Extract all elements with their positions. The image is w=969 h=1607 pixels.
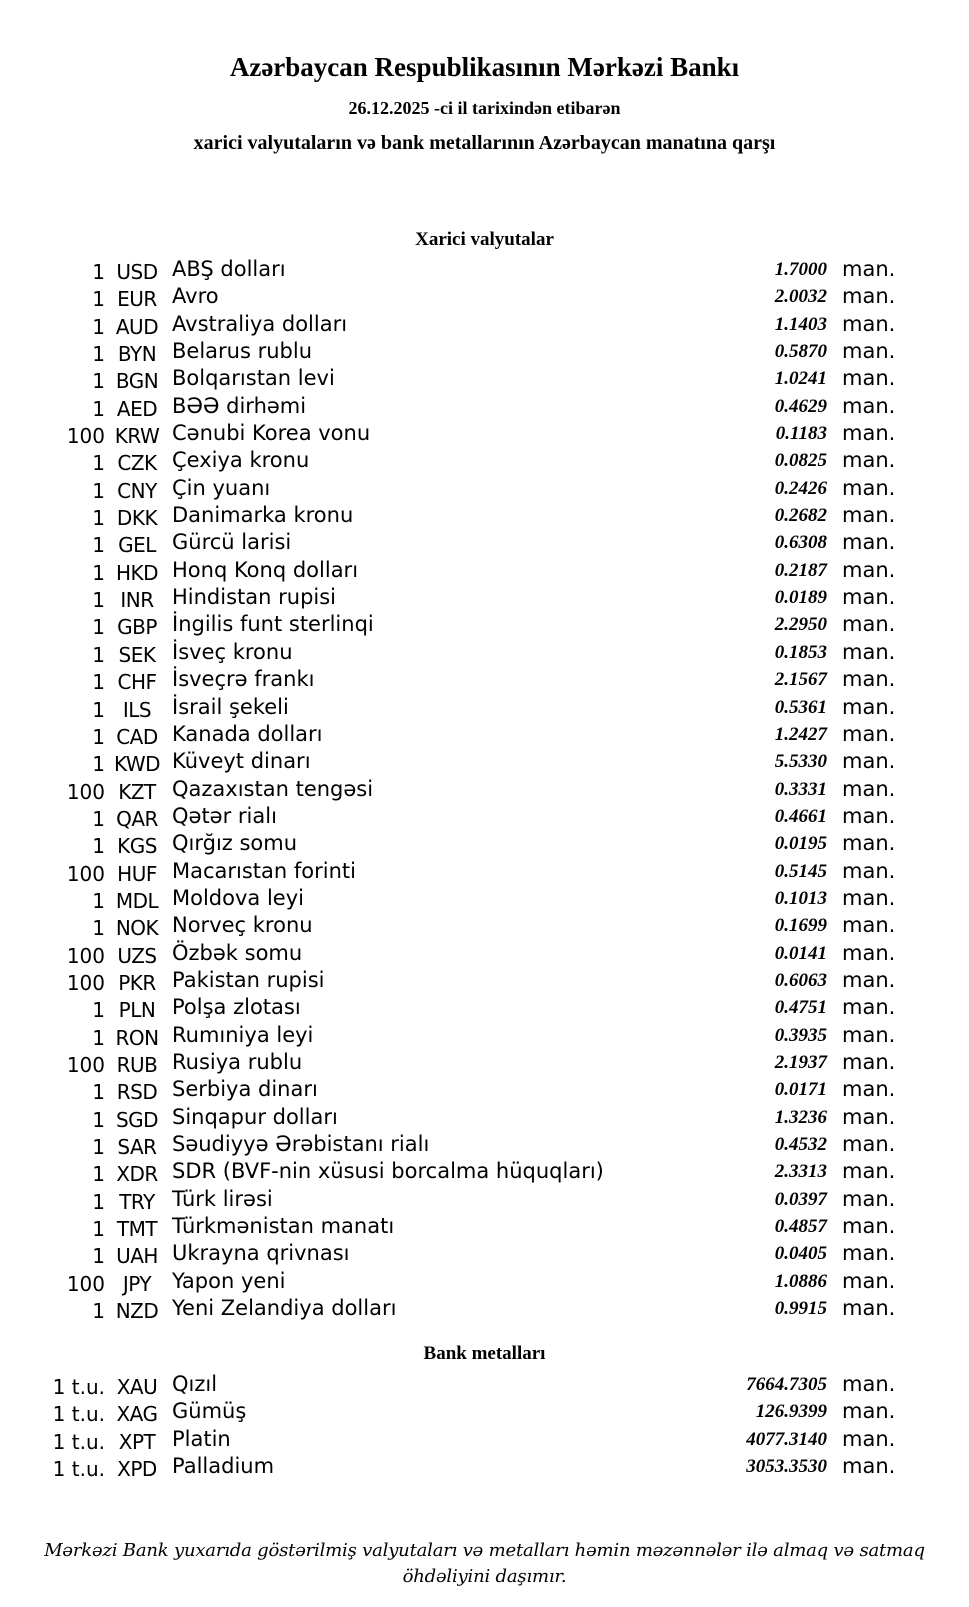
quantity: 1 <box>92 1244 105 1269</box>
manat-unit-label: man. <box>842 858 896 883</box>
manat-unit-label: man. <box>842 831 896 856</box>
currency-code: EUR <box>117 287 157 312</box>
manat-unit-label: man. <box>842 1104 896 1129</box>
manat-unit-label: man. <box>842 339 896 364</box>
exchange-rate: 0.5145 <box>774 860 827 882</box>
quantity: 1 <box>92 724 105 749</box>
currency-code: NZD <box>115 1299 159 1324</box>
exchange-rate: 0.0405 <box>774 1243 827 1265</box>
currency-code: QAR <box>116 806 158 831</box>
exchange-rate: 0.1013 <box>774 887 827 909</box>
quantity: 1 <box>92 1025 105 1050</box>
exchange-rate: 1.1403 <box>774 313 827 335</box>
currency-name: Türk lirəsi <box>172 1186 273 1211</box>
quantity: 1 <box>92 396 105 421</box>
rate-row <box>40 912 969 939</box>
exchange-rate: 0.0171 <box>774 1079 827 1101</box>
exchange-rate: 0.6063 <box>774 969 827 991</box>
currency-name: Macarıstan forinti <box>172 858 356 883</box>
manat-unit-label: man. <box>842 1159 896 1184</box>
rate-row <box>40 365 969 392</box>
exchange-rate: 4077.3140 <box>746 1428 827 1450</box>
quantity: 1 <box>92 615 105 640</box>
section-title-foreign-currencies: Xarici valyutalar <box>415 229 554 250</box>
quantity: 1 t.u. <box>52 1457 105 1482</box>
manat-unit-label: man. <box>842 639 896 664</box>
manat-unit-label: man. <box>842 1454 896 1479</box>
manat-unit-label: man. <box>842 1296 896 1321</box>
quantity: 1 <box>92 697 105 722</box>
currency-name: İngilis funt sterlinqi <box>172 612 374 637</box>
manat-unit-label: man. <box>842 503 896 528</box>
exchange-rate: 0.2426 <box>774 477 827 499</box>
currency-code: GBP <box>117 615 157 640</box>
quantity: 100 <box>66 1271 105 1296</box>
currency-name: Sinqapur dolları <box>172 1104 338 1129</box>
manat-unit-label: man. <box>842 1132 896 1156</box>
rate-row <box>40 748 969 775</box>
rate-row <box>40 1131 969 1158</box>
rate-row <box>40 830 969 857</box>
currency-code: XPT <box>118 1429 156 1454</box>
currency-code: RSD <box>116 1080 158 1105</box>
quantity: 1 <box>92 342 105 367</box>
currency-code: NOK <box>115 916 159 941</box>
currency-name: Honq Konq dolları <box>172 557 359 582</box>
exchange-rate: 2.2950 <box>774 614 827 636</box>
manat-unit-label: man. <box>842 1268 896 1293</box>
manat-unit-label: man. <box>842 257 896 281</box>
currency-name: Çin yuanı <box>172 475 271 500</box>
currency-name: Qızıl <box>172 1372 218 1396</box>
quantity: 1 <box>92 916 105 941</box>
rate-row <box>40 1295 969 1322</box>
exchange-rate: 0.1699 <box>774 915 827 937</box>
currency-code: KGS <box>117 834 157 859</box>
quantity: 1 <box>92 670 105 695</box>
manat-unit-label: man. <box>842 1186 896 1211</box>
currency-name: Moldova leyi <box>172 885 304 910</box>
section-title-bank-metals: Bank metalları <box>423 1343 546 1364</box>
rate-row <box>40 584 969 611</box>
manat-unit-label: man. <box>842 667 896 692</box>
exchange-rate: 0.0189 <box>774 587 827 609</box>
currency-code: BYN <box>117 342 157 367</box>
metals-table <box>40 1371 969 1480</box>
currency-name: Qırğız somu <box>172 831 298 856</box>
currency-name: SDR (BVF-nin xüsusi borcalma hüquqları) <box>172 1159 604 1184</box>
quantity: 1 <box>92 642 105 667</box>
rate-row <box>40 666 969 693</box>
currency-name: Çexiya kronu <box>172 448 310 473</box>
manat-unit-label: man. <box>842 940 896 965</box>
exchange-rate: 7664.7305 <box>746 1374 827 1395</box>
currency-code: SGD <box>115 1107 159 1132</box>
currency-name: Küveyt dinarı <box>172 749 311 774</box>
rate-row <box>40 1022 969 1049</box>
currency-name: Polşa zlotası <box>172 995 301 1020</box>
currency-code: USD <box>116 260 158 284</box>
currency-code: HUF <box>117 861 157 886</box>
currency-code: RON <box>115 1025 159 1050</box>
exchange-rate: 5.5330 <box>774 751 827 773</box>
currency-name: Yeni Zelandiya dolları <box>172 1296 397 1321</box>
manat-unit-label: man. <box>842 1372 896 1396</box>
quantity: 1 <box>92 1299 105 1324</box>
currency-name: Qazaxıstan tengəsi <box>172 776 374 801</box>
rate-row <box>40 858 969 885</box>
manat-unit-label: man. <box>842 967 896 992</box>
exchange-rate: 0.5361 <box>774 696 827 718</box>
exchange-rate: 0.5870 <box>774 341 827 363</box>
currency-name: Ukrayna qrivnası <box>172 1241 350 1266</box>
manat-unit-label: man. <box>842 1077 896 1102</box>
rate-row <box>40 1213 969 1240</box>
manat-unit-label: man. <box>842 913 896 938</box>
page-subtitle: xarici valyutaların və bank metallarının Azərbaycan manatına qarşı <box>193 132 776 154</box>
quantity: 1 <box>92 888 105 913</box>
currency-name: Səudiyyə Ərəbistanı rialı <box>172 1132 430 1156</box>
currency-code: GEL <box>118 533 156 558</box>
exchange-rate: 2.1937 <box>774 1051 827 1073</box>
quantity: 100 <box>66 779 105 804</box>
rate-row <box>40 721 969 748</box>
exchange-rate: 1.2427 <box>774 723 827 745</box>
currency-code: XPD <box>117 1457 157 1482</box>
rate-row <box>40 694 969 721</box>
currency-name: Özbək somu <box>172 940 303 965</box>
manat-unit-label: man. <box>842 1214 896 1239</box>
currency-name: Gümüş <box>172 1399 247 1424</box>
currency-code: UZS <box>117 943 157 968</box>
manat-unit-label: man. <box>842 1241 896 1266</box>
rate-row <box>40 1076 969 1103</box>
rate-row <box>40 1104 969 1131</box>
manat-unit-label: man. <box>842 475 896 500</box>
manat-unit-label: man. <box>842 448 896 473</box>
rate-row <box>40 1426 969 1453</box>
exchange-rate: 0.4751 <box>774 997 827 1019</box>
exchange-rate: 0.2187 <box>774 559 827 581</box>
quantity: 1 t.u. <box>52 1375 105 1399</box>
currency-code: ILS <box>122 697 152 722</box>
rate-row <box>40 776 969 803</box>
exchange-rate: 0.0397 <box>774 1188 827 1210</box>
currency-name: Belarus rublu <box>172 339 313 364</box>
exchange-rate: 1.3236 <box>774 1106 827 1128</box>
rate-row <box>40 803 969 830</box>
currency-name: Hindistan rupisi <box>172 585 337 610</box>
rate-row <box>40 283 969 310</box>
manat-unit-label: man. <box>842 1399 896 1424</box>
manat-unit-label: man. <box>842 530 896 555</box>
currency-code: SEK <box>118 642 156 667</box>
quantity: 100 <box>66 1052 105 1077</box>
manat-unit-label: man. <box>842 1022 896 1047</box>
manat-unit-label: man. <box>842 366 896 391</box>
manat-unit-label: man. <box>842 776 896 801</box>
footer-disclaimer: Mərkəzi Bank yuxarıda göstərilmiş valyutaları və metalları həmin məzənnələr ilə almaq və satmaq öhdəliyini daşımır. <box>44 1540 925 1587</box>
currency-name: Rusiya rublu <box>172 1049 303 1074</box>
rate-row <box>40 611 969 638</box>
rate-row <box>40 338 969 365</box>
rate-row <box>40 311 969 338</box>
manat-unit-label: man. <box>842 393 896 418</box>
currency-code: TMT <box>116 1217 158 1242</box>
quantity: 1 <box>92 478 105 503</box>
rate-row <box>40 1453 969 1480</box>
currency-code: PLN <box>118 998 156 1023</box>
quantity: 1 <box>92 1189 105 1214</box>
currency-name: Bolqarıstan levi <box>172 366 335 391</box>
exchange-rate: 3053.3530 <box>746 1456 827 1478</box>
quantity: 1 <box>92 260 105 284</box>
rate-row <box>40 1186 969 1213</box>
rate-row <box>40 639 969 666</box>
manat-unit-label: man. <box>842 885 896 910</box>
exchange-rate: 0.4661 <box>774 805 827 827</box>
currency-name: İsveçrə frankı <box>172 667 315 692</box>
exchange-rate: 1.0241 <box>774 368 827 390</box>
exchange-rate: 0.4629 <box>774 395 827 417</box>
currency-code: DKK <box>116 506 158 531</box>
currency-name: Danimarka kronu <box>172 503 354 528</box>
exchange-rate: 0.3935 <box>774 1024 827 1046</box>
currency-name: Platin <box>172 1426 231 1451</box>
manat-unit-label: man. <box>842 721 896 746</box>
manat-unit-label: man. <box>842 585 896 610</box>
exchange-rate: 0.0141 <box>774 942 827 964</box>
currency-code: MDL <box>115 888 159 913</box>
rate-row <box>40 1158 969 1185</box>
currency-name: Rumıniya leyi <box>172 1022 314 1047</box>
currency-code: JPY <box>122 1271 152 1296</box>
exchange-rate: 0.3331 <box>774 778 827 800</box>
manat-unit-label: man. <box>842 1049 896 1074</box>
quantity: 1 <box>92 1135 105 1159</box>
currency-name: Cənubi Korea vonu <box>172 421 371 446</box>
exchange-rate: 126.9399 <box>755 1401 827 1423</box>
quantity: 1 <box>92 752 105 777</box>
quantity: 1 t.u. <box>52 1402 105 1427</box>
exchange-rate: 0.0195 <box>774 833 827 855</box>
rate-row <box>40 475 969 502</box>
rate-row <box>40 994 969 1021</box>
currency-code: KRW <box>114 424 160 449</box>
quantity: 1 <box>92 451 105 476</box>
quantity: 1 <box>92 588 105 613</box>
effective-date-line: 26.12.2025 -ci il tarixindən etibarən <box>348 98 621 118</box>
currency-code: KZT <box>118 779 156 804</box>
rate-row <box>40 1268 969 1295</box>
quantity: 1 <box>92 560 105 585</box>
exchange-rate: 0.9915 <box>774 1298 827 1320</box>
rate-row <box>40 1049 969 1076</box>
quantity: 1 <box>92 533 105 558</box>
exchange-rate: 0.2682 <box>774 505 827 527</box>
currency-name: Kanada dolları <box>172 721 323 746</box>
exchange-rate: 2.0032 <box>774 286 827 308</box>
currency-name: Avro <box>172 284 219 309</box>
currency-name: BƏƏ dirhəmi <box>172 393 307 418</box>
rate-row <box>40 256 969 283</box>
currency-code: XAU <box>116 1375 158 1399</box>
currency-name: Gürcü larisi <box>172 530 292 555</box>
currency-name: Norveç kronu <box>172 913 313 938</box>
quantity: 1 <box>92 1107 105 1132</box>
rate-row <box>40 940 969 967</box>
manat-unit-label: man. <box>842 612 896 637</box>
currency-name: İsveç kronu <box>172 639 293 664</box>
rate-row <box>40 1398 969 1425</box>
quantity: 1 <box>92 998 105 1023</box>
rate-row <box>40 1371 969 1398</box>
rate-row <box>40 1240 969 1267</box>
currency-code: CHF <box>117 670 157 695</box>
quantity: 1 <box>92 369 105 394</box>
manat-unit-label: man. <box>842 1426 896 1451</box>
rate-row <box>40 393 969 420</box>
exchange-rate: 0.4857 <box>774 1216 827 1238</box>
currency-code: CNY <box>117 478 157 503</box>
currency-name: Yapon yeni <box>172 1268 286 1293</box>
quantity: 1 <box>92 834 105 859</box>
currency-code: XDR <box>116 1162 158 1187</box>
quantity: 1 <box>92 1080 105 1105</box>
quantity: 1 <box>92 314 105 339</box>
rate-row <box>40 557 969 584</box>
currency-name: Türkmənistan manatı <box>172 1214 395 1239</box>
currency-code: RUB <box>116 1052 158 1077</box>
quantity: 1 <box>92 1162 105 1187</box>
currency-name: ABŞ dolları <box>172 257 286 281</box>
rate-row <box>40 529 969 556</box>
currency-name: Serbiya dinarı <box>172 1077 318 1102</box>
quantity: 100 <box>66 861 105 886</box>
currency-code: XAG <box>116 1402 158 1427</box>
exchange-rate: 1.7000 <box>774 259 827 280</box>
currency-code: CAD <box>116 724 158 749</box>
currency-code: INR <box>120 588 154 613</box>
quantity: 100 <box>66 943 105 968</box>
exchange-rate: 0.0825 <box>774 450 827 472</box>
currency-name: İsrail şekeli <box>172 694 289 719</box>
manat-unit-label: man. <box>842 311 896 336</box>
currencies-table <box>40 256 969 1322</box>
rate-row <box>40 420 969 447</box>
quantity: 1 <box>92 1217 105 1242</box>
rate-row <box>40 502 969 529</box>
currency-code: CZK <box>117 451 157 476</box>
currency-code: AUD <box>115 314 159 339</box>
exchange-rate: 2.1567 <box>774 669 827 691</box>
currency-code: TRY <box>119 1189 155 1214</box>
manat-unit-label: man. <box>842 694 896 719</box>
currency-name: Avstraliya dolları <box>172 311 348 336</box>
currency-code: AED <box>116 396 158 421</box>
currency-code: SAR <box>117 1135 157 1159</box>
currency-code: PKR <box>118 970 156 995</box>
currency-code: KWD <box>113 752 161 777</box>
manat-unit-label: man. <box>842 749 896 774</box>
manat-unit-label: man. <box>842 421 896 446</box>
exchange-rate: 0.1183 <box>775 423 827 445</box>
currency-name: Qətər rialı <box>172 803 277 828</box>
currency-code: UAH <box>116 1244 158 1269</box>
rate-row <box>40 447 969 474</box>
currency-name: Palladium <box>172 1454 275 1479</box>
manat-unit-label: man. <box>842 284 896 309</box>
quantity: 1 <box>92 287 105 312</box>
exchange-rate: 0.1853 <box>774 641 827 663</box>
currency-code: BGN <box>115 369 159 394</box>
rate-row <box>40 885 969 912</box>
quantity: 100 <box>66 970 105 995</box>
rate-row <box>40 967 969 994</box>
quantity: 100 <box>66 424 105 449</box>
manat-unit-label: man. <box>842 995 896 1020</box>
currency-name: Pakistan rupisi <box>172 967 325 992</box>
exchange-rate: 2.3313 <box>774 1161 827 1183</box>
currency-code: HKD <box>115 560 159 585</box>
exchange-rate: 0.6308 <box>774 532 827 554</box>
exchange-rate: 0.4532 <box>774 1134 827 1155</box>
manat-unit-label: man. <box>842 803 896 828</box>
page-title: Azərbaycan Respublikasının Mərkəzi Bankı <box>229 52 740 82</box>
manat-unit-label: man. <box>842 557 896 582</box>
quantity: 1 <box>92 506 105 531</box>
exchange-rate: 1.0886 <box>774 1270 827 1292</box>
quantity: 1 <box>92 806 105 831</box>
quantity: 1 t.u. <box>52 1429 105 1454</box>
